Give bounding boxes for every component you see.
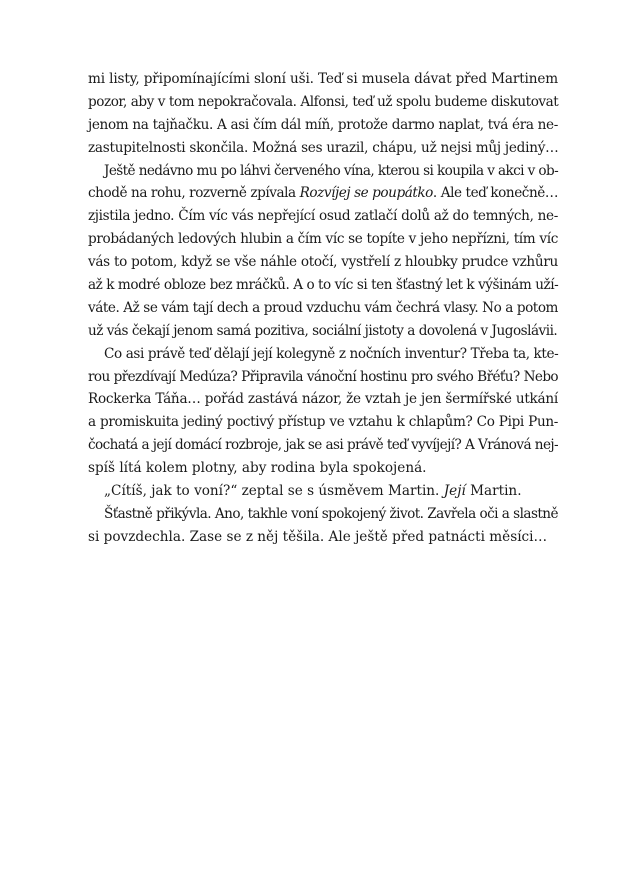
text-segment: váte. Až se vám tají dech a proud vzduchu vám čechrá vlasy. No a potom	[88, 299, 558, 316]
page-body-text	[88, 68, 558, 549]
text-segment: „Cítíš, jak to voní?“ zeptal se s úsměvem Martin.	[104, 483, 444, 500]
text-segment: probádaných ledových hlubin a čím víc se topíte v jeho nepřízni, tím víc	[88, 231, 558, 248]
text-line	[88, 182, 558, 205]
text-line	[88, 205, 558, 228]
text-line	[88, 343, 558, 366]
text-line	[88, 68, 558, 91]
text-segment: až k modré obloze bez mráčků. A o to víc si ten šťastný let k výšinám uží-	[88, 277, 559, 294]
text-segment: Rockerka Táňa… pořád zastává názor, že vztah je jen šermířské utkání	[88, 391, 558, 408]
text-line	[88, 274, 558, 297]
text-line	[88, 251, 558, 274]
text-segment: jenom na tajňačku. A asi čím dál míň, protože darmo naplat, tvá éra ne-	[88, 116, 558, 133]
italic-text-segment: Rozvíjej se poupátko	[299, 185, 433, 202]
text-segment: čochatá a její domácí rozbroje, jak se asi právě teď vyvíjejí? A Vránová nej-	[88, 437, 558, 454]
text-segment: si povzdechla. Zase se z něj těšila. Ale ještě před patnácti měsíci…	[88, 528, 548, 545]
text-segment: . Ale teď konečně…	[432, 185, 558, 202]
text-line	[88, 503, 558, 526]
text-segment: rou přezdívají Medúza? Připravila vánoční hostinu pro svého Břéťu? Nebo	[88, 368, 558, 385]
text-segment: už vás čekají jenom samá pozitiva, sociální jistoty a dovolená v Jugoslávii.	[88, 322, 558, 339]
text-segment: mi listy, připomínajícími sloní uši. Teď si musela dávat před Martinem	[88, 71, 558, 87]
text-segment: Co asi právě teď dělají její kolegyně z nočních inventur? Třeba ta, kte-	[104, 345, 559, 362]
text-segment: Ještě nedávno mu po láhvi červeného vína, kterou si koupila v akci v ob-	[104, 162, 559, 179]
text-line	[88, 297, 558, 320]
text-segment: zastupitelnosti skončila. Možná ses urazil, chápu, už nejsi můj jediný…	[88, 139, 559, 156]
text-segment: pozor, aby v tom nepokračovala. Alfonsi, teď už spolu budeme diskutovat	[88, 93, 559, 110]
text-segment: a promiskuita jediný poctivý přístup ve vztahu k chlapům? Co Pipi Pun-	[88, 414, 558, 431]
text-line	[88, 91, 558, 114]
text-line	[88, 160, 558, 183]
text-line	[88, 457, 558, 480]
text-line	[88, 114, 558, 137]
text-line	[88, 434, 558, 457]
text-line	[88, 480, 558, 503]
text-segment: vás to potom, když se vše náhle otočí, vystřelí z hloubky prudce vzhůru	[88, 254, 558, 271]
text-segment: Martin.	[465, 483, 522, 500]
text-line	[88, 411, 558, 434]
text-line	[88, 366, 558, 389]
text-segment: chodě na rohu, rozverně zpívala	[88, 185, 300, 202]
text-line	[88, 228, 558, 251]
text-segment: Šťastně přikývla. Ano, takhle voní spokojený život. Zavřela oči a slastně	[104, 505, 558, 522]
text-segment: zjistila jedno. Čím víc vás nepřející osud zatlačí dolů až do temných, ne-	[88, 208, 558, 225]
text-line	[88, 388, 558, 411]
text-line	[88, 526, 558, 549]
text-line	[88, 320, 558, 343]
text-line	[88, 137, 558, 160]
text-segment: spíš lítá kolem plotny, aby rodina byla spokojená.	[88, 460, 427, 477]
italic-text-segment: Její	[443, 483, 466, 500]
